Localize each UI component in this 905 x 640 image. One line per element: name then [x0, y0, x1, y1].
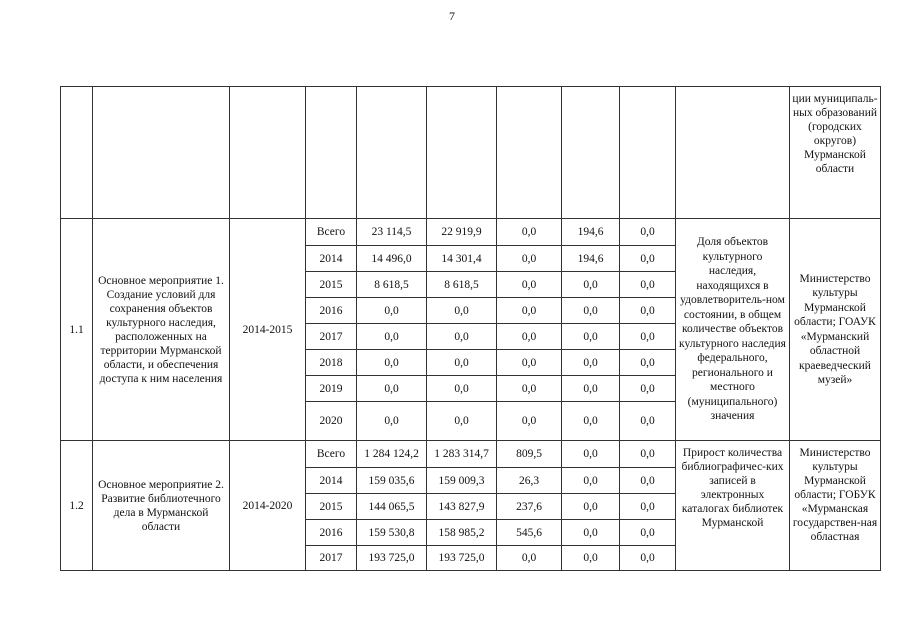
total-cell: 0,0 [357, 324, 427, 350]
total-cell: 23 114,5 [357, 219, 427, 246]
year-cell: 2018 [306, 350, 357, 376]
year-cell: 2016 [306, 298, 357, 324]
regional-budget-cell: 8 618,5 [427, 272, 497, 298]
other-sources-cell: 0,0 [620, 272, 676, 298]
federal-budget-cell: 0,0 [497, 324, 562, 350]
executor-text: Министерство культуры Мурманской области; ГОАУК «Мурманский областной краеведческий музей» [790, 219, 881, 441]
federal-budget-cell: 237,6 [497, 494, 562, 520]
regional-budget-cell: 14 301,4 [427, 246, 497, 272]
federal-budget-cell: 0,0 [497, 376, 562, 402]
federal-budget-cell: 545,6 [497, 520, 562, 546]
table-row [61, 441, 881, 468]
total-cell: 0,0 [357, 298, 427, 324]
local-budget-cell: 0,0 [562, 441, 620, 468]
total-cell: 8 618,5 [357, 272, 427, 298]
total-cell: 159 530,8 [357, 520, 427, 546]
federal-budget-cell: 26,3 [497, 468, 562, 494]
local-budget-cell: 0,0 [562, 520, 620, 546]
program-table [60, 86, 881, 571]
federal-budget-cell: 0,0 [497, 350, 562, 376]
year-cell: 2019 [306, 376, 357, 402]
local-budget-cell: 194,6 [562, 246, 620, 272]
section-period: 2014-2020 [230, 441, 306, 571]
local-budget-cell: 194,6 [562, 219, 620, 246]
federal-budget-cell: 0,0 [497, 246, 562, 272]
other-sources-cell: 0,0 [620, 402, 676, 441]
year-cell: 2014 [306, 246, 357, 272]
other-sources-cell: 0,0 [620, 219, 676, 246]
executor-continuation: ции муниципаль-ных образований (городских округов) Мурманской области [790, 87, 881, 219]
other-sources-cell: 0,0 [620, 246, 676, 272]
total-cell: 0,0 [357, 402, 427, 441]
local-budget-cell: 0,0 [562, 350, 620, 376]
other-sources-cell: 0,0 [620, 324, 676, 350]
total-cell: 193 725,0 [357, 546, 427, 571]
other-sources-cell: 0,0 [620, 468, 676, 494]
regional-budget-cell: 143 827,9 [427, 494, 497, 520]
year-cell: 2015 [306, 272, 357, 298]
section-number: 1.1 [61, 219, 93, 441]
indicator-text: Прирост количества библиографичес-ких записей в электронных каталогах библиотек Мурманской [676, 441, 790, 571]
local-budget-cell: 0,0 [562, 324, 620, 350]
continuation-row [61, 87, 881, 219]
regional-budget-cell: 1 283 314,7 [427, 441, 497, 468]
year-cell: 2017 [306, 324, 357, 350]
total-cell: 0,0 [357, 350, 427, 376]
federal-budget-cell: 0,0 [497, 402, 562, 441]
other-sources-cell: 0,0 [620, 441, 676, 468]
year-cell: 2016 [306, 520, 357, 546]
regional-budget-cell: 0,0 [427, 376, 497, 402]
federal-budget-cell: 0,0 [497, 219, 562, 246]
year-cell: 2015 [306, 494, 357, 520]
section-number: 1.2 [61, 441, 93, 571]
federal-budget-cell: 0,0 [497, 298, 562, 324]
federal-budget-cell: 809,5 [497, 441, 562, 468]
page-number: 7 [449, 9, 455, 23]
table-row [61, 219, 881, 246]
total-cell: 144 065,5 [357, 494, 427, 520]
regional-budget-cell: 0,0 [427, 298, 497, 324]
total-cell: 159 035,6 [357, 468, 427, 494]
section-period: 2014-2015 [230, 219, 306, 441]
year-cell: 2014 [306, 468, 357, 494]
executor-text: Министерство культуры Мурманской области; ГОБУК «Мурманская государствен-ная областная [790, 441, 881, 571]
regional-budget-cell: 158 985,2 [427, 520, 497, 546]
regional-budget-cell: 0,0 [427, 324, 497, 350]
local-budget-cell: 0,0 [562, 402, 620, 441]
federal-budget-cell: 0,0 [497, 546, 562, 571]
regional-budget-cell: 22 919,9 [427, 219, 497, 246]
regional-budget-cell: 0,0 [427, 402, 497, 441]
total-cell: 14 496,0 [357, 246, 427, 272]
local-budget-cell: 0,0 [562, 494, 620, 520]
year-cell: Всего [306, 441, 357, 468]
indicator-text: Доля объектов культурного наследия, находящихся в удовлетворитель-ном состоянии, в общем количестве объектов культурного наследия федерального, регионального и местного (муниципального) значения [676, 219, 790, 441]
total-cell: 1 284 124,2 [357, 441, 427, 468]
local-budget-cell: 0,0 [562, 468, 620, 494]
regional-budget-cell: 159 009,3 [427, 468, 497, 494]
other-sources-cell: 0,0 [620, 546, 676, 571]
local-budget-cell: 0,0 [562, 272, 620, 298]
year-cell: 2017 [306, 546, 357, 571]
regional-budget-cell: 193 725,0 [427, 546, 497, 571]
local-budget-cell: 0,0 [562, 298, 620, 324]
other-sources-cell: 0,0 [620, 350, 676, 376]
local-budget-cell: 0,0 [562, 546, 620, 571]
other-sources-cell: 0,0 [620, 376, 676, 402]
total-cell: 0,0 [357, 376, 427, 402]
section-name: Основное мероприятие 2. Развитие библиотечного дела в Мурманской области [93, 441, 230, 571]
other-sources-cell: 0,0 [620, 520, 676, 546]
local-budget-cell: 0,0 [562, 376, 620, 402]
other-sources-cell: 0,0 [620, 298, 676, 324]
other-sources-cell: 0,0 [620, 494, 676, 520]
federal-budget-cell: 0,0 [497, 272, 562, 298]
year-cell: 2020 [306, 402, 357, 441]
year-cell: Всего [306, 219, 357, 246]
regional-budget-cell: 0,0 [427, 350, 497, 376]
section-name: Основное мероприятие 1. Создание условий для сохранения объектов культурного наследия, расположенных на территории Мурманской области, и обеспечения доступа к ним населения [93, 219, 230, 441]
